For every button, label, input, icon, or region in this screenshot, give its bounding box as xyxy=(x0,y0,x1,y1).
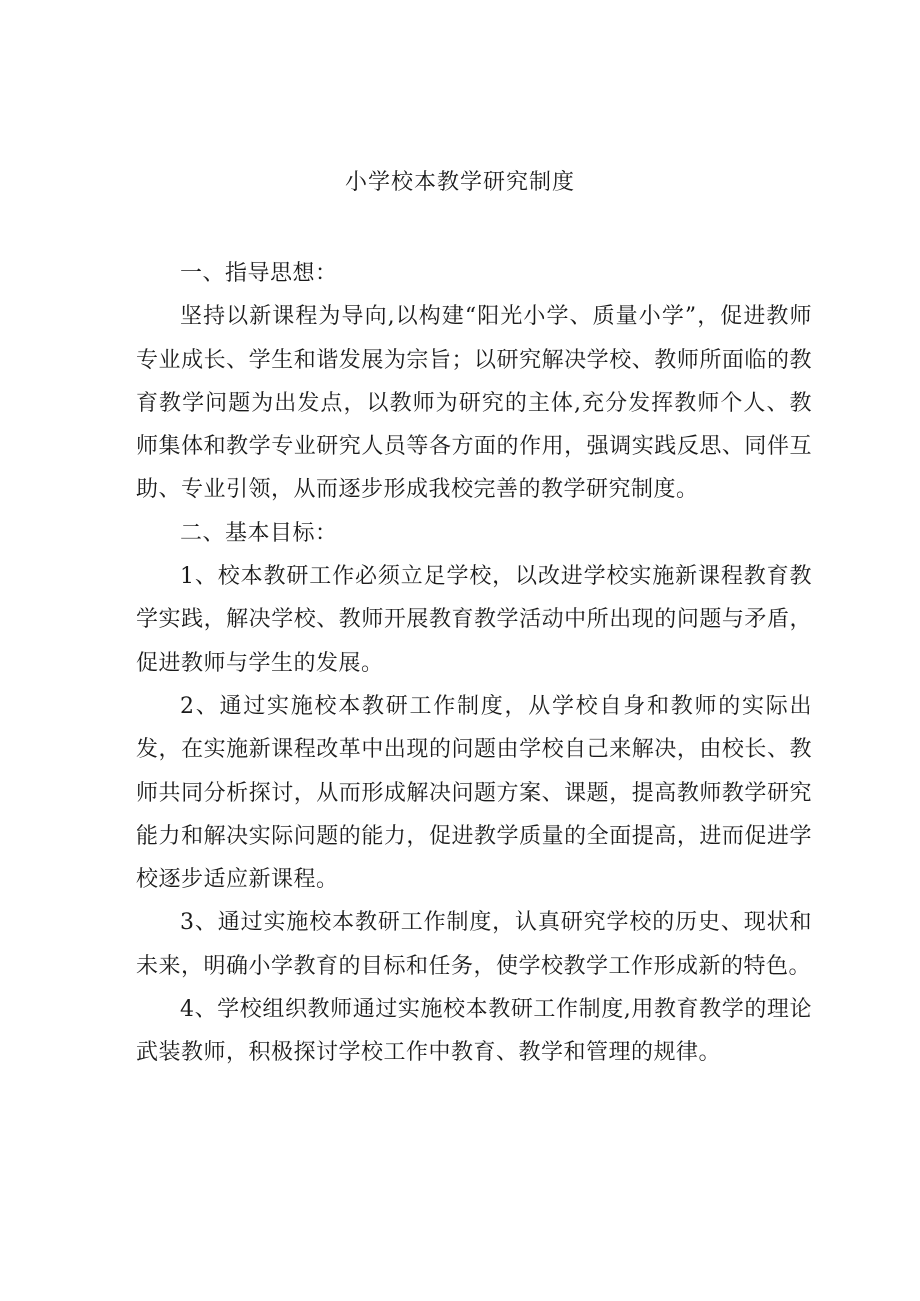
goal-item-1: 1、校本教研工作必须立足学校，以改进学校实施新课程教育教学实践，解决学校、教师开展教育教学活动中所出现的问题与矛盾，促进教师与学生的发展。 xyxy=(136,564,812,676)
paragraph-guiding-ideology: 坚持以新课程为导向,以构建“阳光小学、质量小学”，促进教师专业成长、学生和谐发展为宗旨；以研究解决学校、教师所面临的教育教学问题为出发点，以教师为研究的主体,充分发挥教师个人、教师集体和教学专业研究人员等各方面的作用，强调实践反思、同伴互助、专业引领，从而逐步形成我校完善的教学研究制度。 xyxy=(136,304,812,503)
goal-item-2: 2、通过实施校本教研工作制度，从学校自身和教师的实际出发，在实施新课程改革中出现的问题由学校自己来解决，由校长、教师共同分析探讨，从而形成解决问题方案、课题，提高教师教学研究能力和解决实际问题的能力，促进教学质量的全面提高，进而促进学校逐步适应新课程。 xyxy=(136,693,812,893)
goal-item-4: 4、学校组织教师通过实施校本教研工作制度,用教育教学的理论武装教师，积极探讨学校工作中教育、教学和管理的规律。 xyxy=(136,997,812,1066)
document-body xyxy=(136,252,812,1075)
document-title: 小学校本教学研究制度 xyxy=(344,170,575,195)
section-heading-basic-goals: 二、基本目标： xyxy=(180,520,338,546)
section-heading-guiding-ideology: 一、指导思想： xyxy=(180,261,338,286)
goal-item-3: 3、通过实施校本教研工作制度，认真研究学校的历史、现状和未来，明确小学教育的目标和任务，使学校教学工作形成新的特色。 xyxy=(136,910,812,979)
